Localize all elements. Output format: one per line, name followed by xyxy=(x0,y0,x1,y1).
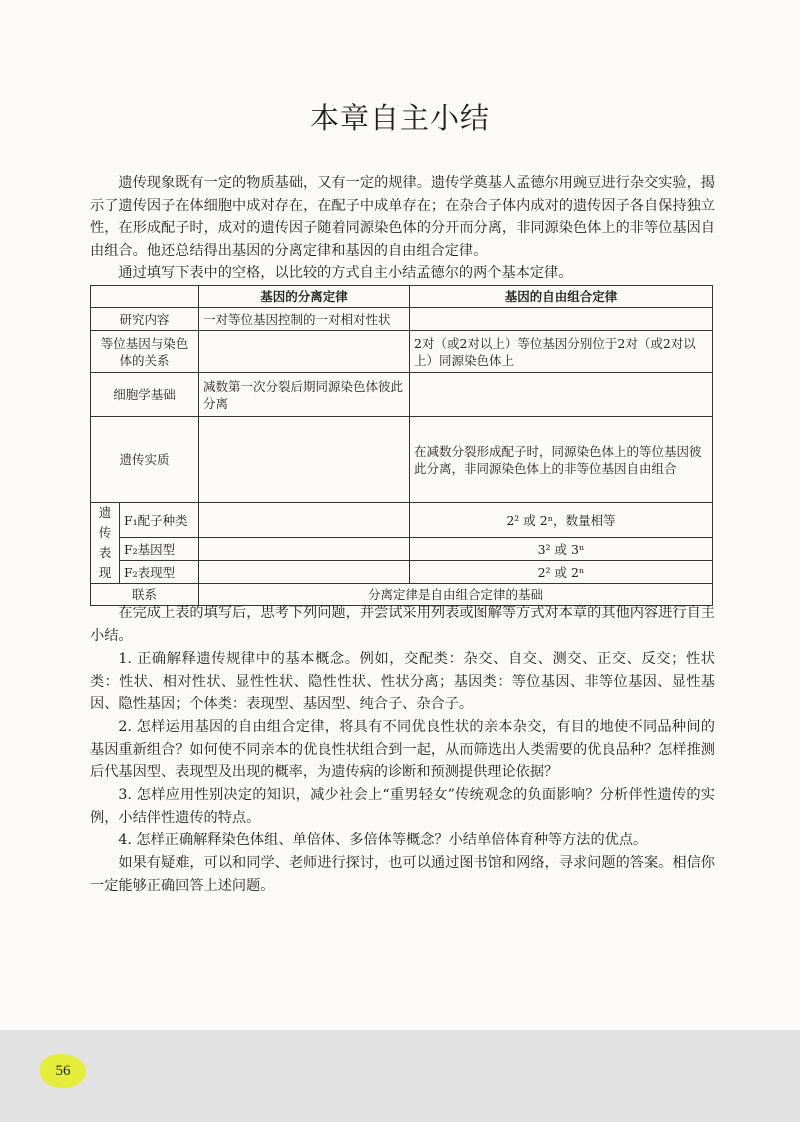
cell-segregation xyxy=(199,561,410,584)
table-row xyxy=(91,503,713,538)
row-label: 等位基因与染色体的关系 xyxy=(91,331,199,373)
cell-segregation xyxy=(199,331,410,373)
cell-segregation: 减数第一次分裂后期同源染色体彼此分离 xyxy=(199,373,410,417)
cell-segregation xyxy=(199,417,410,503)
group-char: 现 xyxy=(98,565,112,580)
cell-assortment: 3² 或 3ⁿ xyxy=(410,538,713,561)
row-label: F₁配子种类 xyxy=(120,503,199,538)
group-char: 表 xyxy=(98,545,112,560)
table-row xyxy=(91,331,713,373)
header-independent-assortment-law: 基因的自由组合定律 xyxy=(410,286,713,308)
table-row xyxy=(91,417,713,503)
table-row xyxy=(91,561,713,584)
row-label: 细胞学基础 xyxy=(91,373,199,417)
row-label: F₂基因型 xyxy=(120,538,199,561)
cell-assortment xyxy=(410,308,713,331)
row-label: 联系 xyxy=(91,584,199,606)
header-segregation-law: 基因的分离定律 xyxy=(199,286,410,308)
cell-assortment xyxy=(410,373,713,417)
footer-band xyxy=(0,1030,800,1122)
table-row xyxy=(91,308,713,331)
question-3: 3. 怎样应用性别决定的知识，减少社会上“重男轻女”传统观念的负面影响？分析伴性遗传的实例，小结伴性遗传的特点。 xyxy=(90,787,715,826)
performance-group-label xyxy=(91,503,120,584)
page-title: 本章自主小结 xyxy=(309,101,490,135)
closing-paragraph: 如果有疑难，可以和同学、老师进行探讨，也可以通过图书馆和网络，寻求问题的答案。相信你一定能够正确回答上述问题。 xyxy=(90,855,715,894)
cell-segregation xyxy=(199,503,410,538)
table-intro: 通过填写下表中的空格，以比较的方式自主小结孟德尔的两个基本定律。 xyxy=(118,265,573,281)
question-4: 4. 怎样正确解释染色体组、单倍体、多倍体等概念？小结单倍体育种等方法的优点。 xyxy=(118,832,648,848)
question-2: 2. 怎样运用基因的自由组合定律，将具有不同优良性状的亲本杂交，有目的地使不同品种间的基因重新组合？如何使不同亲本的优良性状组合到一起，从而筛选出人类需要的优良品种？怎样推测后代基因型、表现型及出现的概率，为遗传病的诊断和预测提供理论依据？ xyxy=(90,719,715,780)
cell-assortment: 2² 或 2ⁿ xyxy=(410,561,713,584)
table-row xyxy=(91,373,713,417)
header-blank xyxy=(91,286,199,308)
cell-assortment: 2对（或2对以上）等位基因分别位于2对（或2对以上）同源染色体上 xyxy=(410,331,713,373)
row-label: F₂表现型 xyxy=(120,561,199,584)
cell-segregation: 一对等位基因控制的一对相对性状 xyxy=(199,308,410,331)
row-label: 遗传实质 xyxy=(91,417,199,503)
comparison-table xyxy=(90,285,713,606)
table-header-row xyxy=(91,286,713,308)
relation-value: 分离定律是自由组合定律的基础 xyxy=(199,584,713,606)
cell-assortment: 在减数分裂形成配子时，同源染色体上的等位基因彼此分离，非同源染色体上的非等位基因自由组合 xyxy=(410,417,713,503)
group-char: 传 xyxy=(98,525,112,540)
question-1: 1. 正确解释遗传规律中的基本概念。例如，交配类：杂交、自交、测交、正交、反交；性状类：性状、相对性状、显性性状、隐性性状、性状分离；基因类：等位基因、非等位基因、显性基因、隐性基因；个体类：表现型、基因型、纯合子、杂合子。 xyxy=(90,651,715,712)
group-char: 遗 xyxy=(98,505,112,520)
page-number: 56 xyxy=(40,1054,86,1088)
after-table-paragraph: 在完成上表的填写后，思考下列问题，并尝试采用列表或图解等方式对本章的其他内容进行自主小结。 xyxy=(90,605,715,644)
cell-assortment: 2² 或 2ⁿ，数量相等 xyxy=(410,503,713,538)
row-label: 研究内容 xyxy=(91,308,199,331)
table-row xyxy=(91,538,713,561)
intro-paragraph: 遗传现象既有一定的物质基础，又有一定的规律。遗传学奠基人孟德尔用豌豆进行杂交实验，揭示了遗传因子在体细胞中成对存在，在配子中成单存在；在杂合子体内成对的遗传因子各自保持独立性，在形成配子时，成对的遗传因子随着同源染色体的分开而分离，非同源染色体上的非等位基因自由组合。他还总结得出基因的分离定律和基因的自由组合定律。 xyxy=(90,175,715,259)
cell-segregation xyxy=(199,538,410,561)
